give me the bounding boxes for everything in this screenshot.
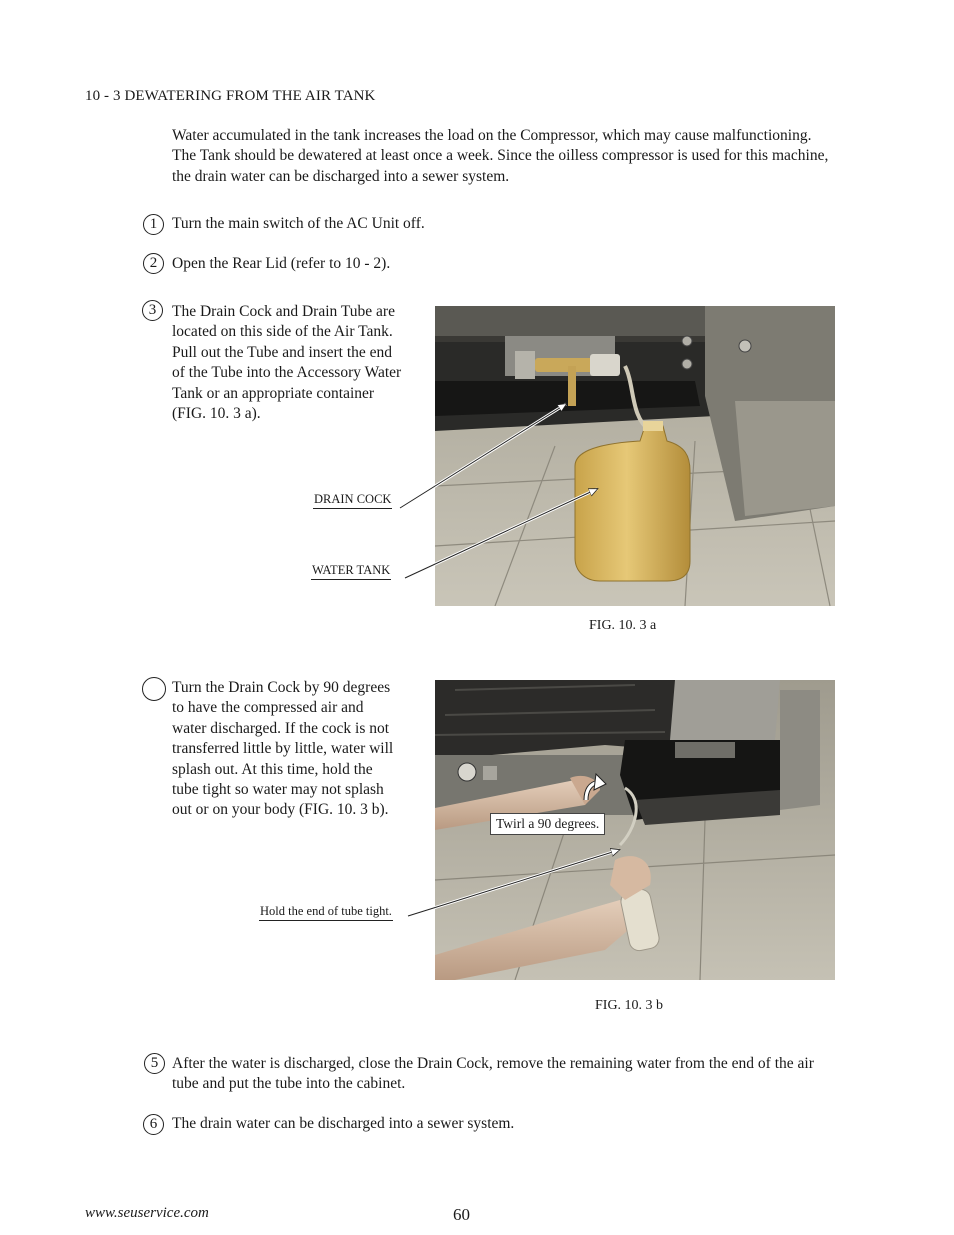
- drain-cock-label: DRAIN COCK: [313, 491, 392, 509]
- footer-url: www.seuservice.com: [85, 1205, 209, 1221]
- intro-paragraph: Water accumulated in the tank increases the load on the Compressor, which may cause malfunctioning. The Tank should be dewatered at least once a week. Since the oilless compressor is used for this machine, the drain water can be discharged into a sewer system.: [172, 127, 829, 185]
- figure-10-3a-caption: FIG. 10. 3 a: [589, 618, 657, 633]
- page-number: 60: [453, 1205, 470, 1224]
- step-5-number: 5: [144, 1053, 165, 1074]
- step-1-text: Turn the main switch of the AC Unit off.: [172, 215, 425, 232]
- hold-tube-label: Hold the end of tube tight.: [259, 903, 393, 921]
- step-4-number: [142, 677, 166, 701]
- step-3-text: The Drain Cock and Drain Tube are located on this side of the Air Tank. Pull out the Tube and insert the end of the Tube into the Accessory Water Tank or an appropriate container (FIG. 10. 3 a).: [172, 303, 402, 423]
- step-3-number: 3: [142, 300, 163, 321]
- step-5-text: After the water is discharged, close the Drain Cock, remove the remaining water from the end of the air tube and put the tube into the cabinet.: [172, 1055, 814, 1093]
- step-2-number: 2: [143, 253, 164, 274]
- section-title: 10 - 3 DEWATERING FROM THE AIR TANK: [85, 88, 376, 104]
- step-2-text: Open the Rear Lid (refer to 10 - 2).: [172, 255, 391, 272]
- step-6-number: 6: [143, 1114, 164, 1135]
- drain-cock-photo-illustration: [435, 306, 835, 606]
- water-tank-label: WATER TANK: [311, 562, 391, 580]
- step-4-text: Turn the Drain Cock by 90 degrees to have the compressed air and water discharged. If the cock is not transferred little by little, water will splash out. At this time, hold the tube tight so water may not splash out or on your body (FIG. 10. 3 b).: [172, 679, 394, 819]
- step-1-number: 1: [143, 214, 164, 235]
- figure-10-3a-photo: [435, 306, 835, 606]
- twirl-label: Twirl a 90 degrees.: [490, 813, 605, 835]
- figure-10-3b-caption: FIG. 10. 3 b: [595, 998, 664, 1013]
- step-6-text: The drain water can be discharged into a sewer system.: [172, 1115, 515, 1132]
